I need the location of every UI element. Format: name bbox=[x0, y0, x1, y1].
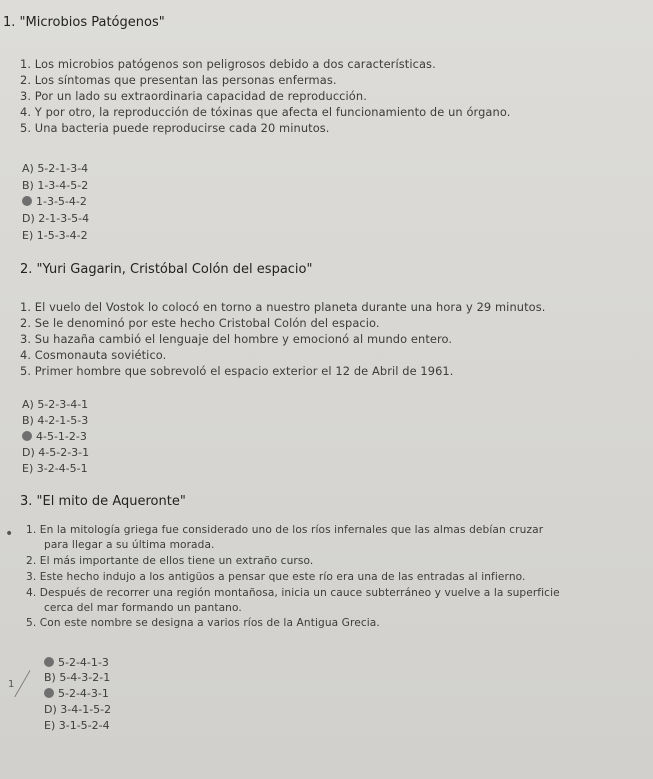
q1-statement-2: 2. Los síntomas que presentan las personas enfermas. bbox=[20, 73, 337, 87]
question-1-title: 1. "Microbios Patógenos" bbox=[3, 15, 165, 30]
q3-option-e[interactable]: E) 3-1-5-2-4 bbox=[44, 719, 110, 732]
q1-statement-3: 3. Por un lado su extraordinaria capacidad de reproducción. bbox=[20, 89, 367, 103]
filled-answer-mark-icon bbox=[44, 688, 54, 698]
q2-statement-4: 4. Cosmonauta soviético. bbox=[20, 348, 167, 362]
question-3-title: 3. "El mito de Aqueronte" bbox=[20, 494, 186, 509]
q2-statement-2: 2. Se le denominó por este hecho Cristobal Colón del espacio. bbox=[20, 316, 380, 330]
q3-statement-2: 2. El más importante de ellos tiene un extraño curso. bbox=[26, 555, 314, 567]
q2-option-a[interactable]: A) 5-2-3-4-1 bbox=[22, 398, 89, 411]
q3-statement-1: 1. En la mitología griega fue considerado uno de los ríos infernales que las almas debían cruzar bbox=[26, 524, 544, 536]
q3-option-c[interactable] bbox=[44, 687, 109, 700]
q3-option-a[interactable] bbox=[44, 656, 109, 669]
q2-statement-1: 1. El vuelo del Vostok lo colocó en torno a nuestro planeta durante una hora y 29 minutos. bbox=[20, 300, 546, 314]
q1-option-c[interactable] bbox=[22, 195, 87, 208]
filled-answer-mark-icon bbox=[22, 196, 32, 206]
filled-answer-mark-icon bbox=[22, 431, 32, 441]
q3-option-d[interactable]: D) 3-4-1-5-2 bbox=[44, 703, 112, 716]
question-2-title: 2. "Yuri Gagarin, Cristóbal Colón del espacio" bbox=[20, 262, 313, 277]
bullet-dash-icon: • bbox=[5, 526, 14, 542]
filled-answer-mark-icon bbox=[44, 657, 54, 667]
q2-option-c-label: 4-5-1-2-3 bbox=[36, 430, 87, 443]
q2-option-b[interactable]: B) 4-2-1-5-3 bbox=[22, 414, 89, 427]
q3-statement-4-cont: cerca del mar formando un pantano. bbox=[44, 602, 242, 614]
handwritten-note: 1 bbox=[8, 679, 15, 690]
q2-option-e[interactable]: E) 3-2-4-5-1 bbox=[22, 462, 88, 475]
q3-statement-1-cont: para llegar a su última morada. bbox=[44, 539, 215, 551]
q1-statement-4: 4. Y por otro, la reproducción de tóxinas que afecta el funcionamiento de un órgano. bbox=[20, 105, 511, 119]
q3-option-b[interactable]: B) 5-4-3-2-1 bbox=[44, 671, 111, 684]
q2-option-d[interactable]: D) 4-5-2-3-1 bbox=[22, 446, 90, 459]
q1-statement-5: 5. Una bacteria puede reproducirse cada 20 minutos. bbox=[20, 121, 330, 135]
handwritten-bracket bbox=[14, 670, 45, 697]
q1-option-b[interactable]: B) 1-3-4-5-2 bbox=[22, 179, 89, 192]
q2-statement-5: 5. Primer hombre que sobrevoló el espacio exterior el 12 de Abril de 1961. bbox=[20, 364, 454, 378]
q2-option-c[interactable] bbox=[22, 430, 87, 443]
q1-option-a[interactable]: A) 5-2-1-3-4 bbox=[22, 162, 89, 175]
q3-statement-4: 4. Después de recorrer una región montañosa, inicia un cauce subterráneo y vuelve a la superficie bbox=[26, 587, 560, 599]
q3-statement-3: 3. Este hecho indujo a los antigüos a pensar que este río era una de las entradas al infierno. bbox=[26, 571, 526, 583]
q3-option-a-label: 5-2-4-1-3 bbox=[58, 656, 109, 669]
q2-statement-3: 3. Su hazaña cambió el lenguaje del hombre y emocionó al mundo entero. bbox=[20, 332, 453, 346]
q1-option-e[interactable]: E) 1-5-3-4-2 bbox=[22, 229, 88, 242]
q1-option-d[interactable]: D) 2-1-3-5-4 bbox=[22, 212, 90, 225]
q3-option-c-label: 5-2-4-3-1 bbox=[58, 687, 109, 700]
q3-statement-5: 5. Con este nombre se designa a varios ríos de la Antigua Grecia. bbox=[26, 617, 380, 629]
q1-statement-1: 1. Los microbios patógenos son peligrosos debido a dos características. bbox=[20, 57, 436, 71]
q1-option-c-label: 1-3-5-4-2 bbox=[36, 195, 87, 208]
